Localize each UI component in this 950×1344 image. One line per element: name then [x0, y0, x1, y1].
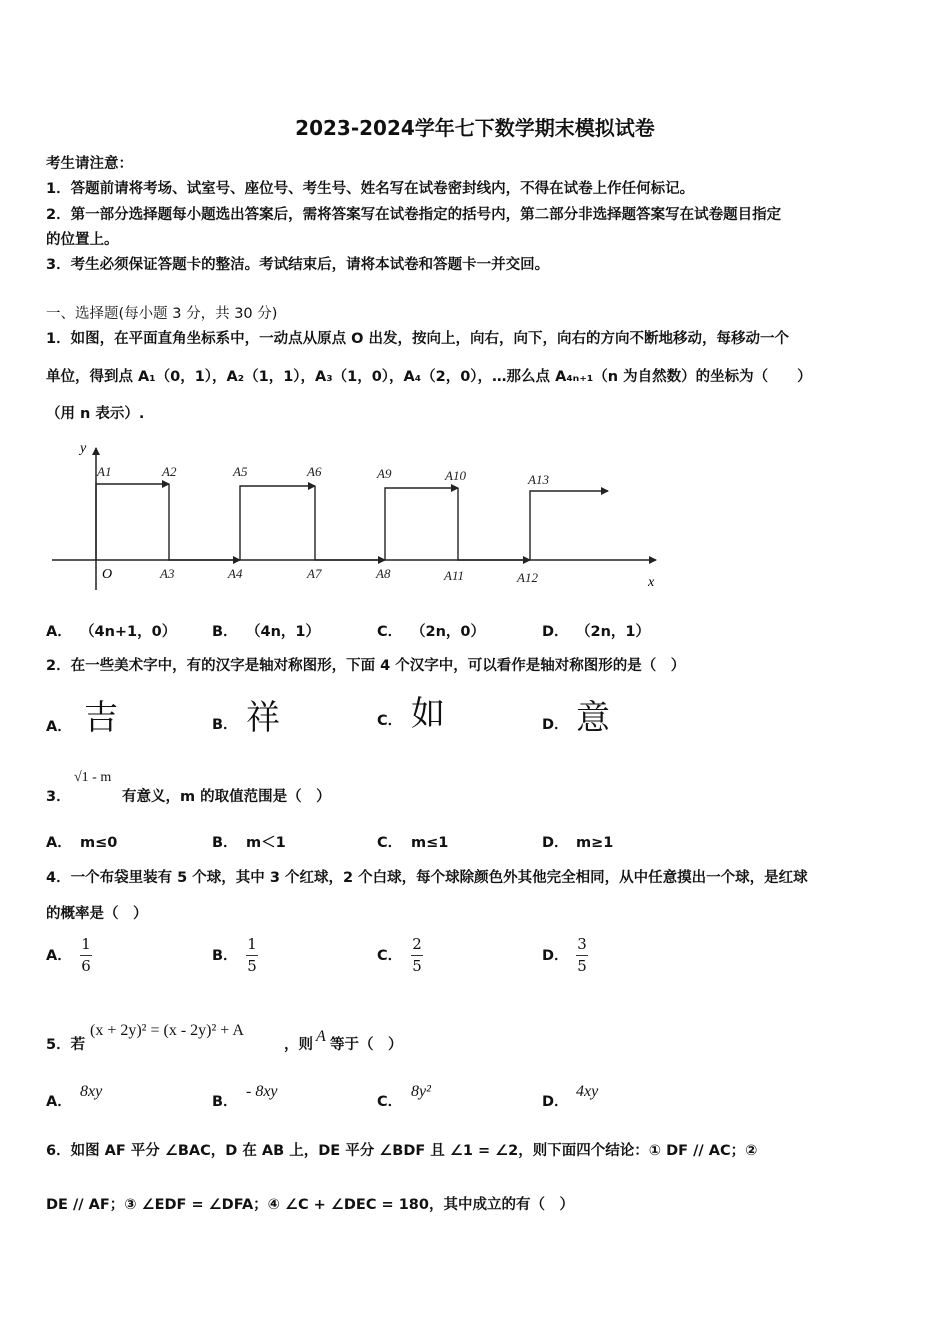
- q5-option-a[interactable]: A．8xy: [46, 1083, 103, 1110]
- q2-option-a[interactable]: A． 吉: [46, 698, 118, 738]
- path-segment-1: [96, 484, 169, 560]
- notice-item-3: 3．考生必须保证答题卡的整洁。考试结束后，请将本试卷和答题卡一并交回。: [46, 257, 550, 273]
- fraction: $\frac{3}{5}$: [577, 935, 587, 975]
- q1-line2: 单位，得到点 A₁（0，1），A₂（1，1），A₃（1，0），A₄（2，0），…那么点 A₄ₙ₊₁（n 为自然数）的坐标为（ ）: [46, 369, 812, 385]
- q5-suffix: 等于（ ）: [330, 1037, 403, 1053]
- q6-line2: DE // AF；③ ∠EDF = ∠DFA；④ ∠C + ∠DEC = 180，其中成立的有（ ）: [46, 1197, 574, 1213]
- q2-option-b[interactable]: B． 祥: [212, 698, 280, 738]
- label-a11: A11: [444, 568, 464, 583]
- q4-line2: 的概率是（ ）: [46, 906, 148, 922]
- label-a1: A1: [97, 464, 112, 479]
- label-a9: A9: [377, 466, 392, 481]
- label-a8: A8: [376, 566, 391, 581]
- q6-line1: 6．如图 AF 平分 ∠BAC，D 在 AB 上，DE 平分 ∠BDF 且 ∠1 = ∠2，则下面四个结论：① DF // AC；②: [46, 1143, 758, 1159]
- q3-option-d[interactable]: D． m≥1: [542, 835, 614, 851]
- fraction: $\frac{2}{5}$: [412, 935, 422, 975]
- q1-line1: 1．如图，在平面直角坐标系中，一动点从原点 O 出发，按向上，向右，向下，向右的方向不断地移动，每移动一个: [46, 331, 790, 347]
- notice-heading: 考生请注意：: [46, 156, 133, 172]
- q5-equation: (x + 2y)² = (x - 2y)² + A: [90, 1022, 244, 1039]
- label-a2: A2: [162, 464, 177, 479]
- notice-item-1: 1．答题前请将考场、试室号、座位号、考生号、姓名写在试卷密封线内，不得在试卷上作任何标记。: [46, 181, 695, 197]
- q4-option-d[interactable]: D． $\frac{3}{5}$: [542, 935, 587, 975]
- q2-option-c[interactable]: C． 如: [377, 694, 445, 734]
- q3-radical: √1 - m: [74, 770, 112, 785]
- q1-option-b[interactable]: B． （4n，1）: [212, 624, 321, 640]
- section-heading: 一、选择题(每小题 3 分，共 30 分): [46, 306, 278, 322]
- q1-option-c[interactable]: C． （2n，0）: [377, 624, 486, 640]
- label-origin: O: [102, 567, 113, 582]
- label-a12: A12: [517, 570, 538, 585]
- path-segment-7: [530, 491, 608, 560]
- q5-mid: ，则: [284, 1037, 313, 1053]
- fraction: $\frac{1}{5}$: [247, 935, 257, 975]
- path-segment-6: [458, 488, 530, 560]
- q3-option-c[interactable]: C． m≤1: [377, 835, 449, 851]
- label-a10: A10: [445, 468, 466, 483]
- label-a4: A4: [228, 566, 243, 581]
- q5-prefix: 5．若: [46, 1037, 86, 1053]
- label-a5: A5: [233, 464, 248, 479]
- q3-number: 3．: [46, 789, 71, 805]
- q1-coordinate-graph: [50, 432, 670, 594]
- q1-option-a[interactable]: A． （4n+1，0）: [46, 624, 177, 640]
- path-segment-5: [385, 488, 458, 560]
- label-a13: A13: [528, 472, 549, 487]
- q3-option-b[interactable]: B． m＜1: [212, 835, 286, 851]
- q5-option-d[interactable]: D．4xy: [542, 1083, 599, 1110]
- q1-option-d[interactable]: D． （2n，1）: [542, 624, 651, 640]
- label-axis-y: y: [80, 441, 87, 456]
- path-segment-4: [315, 486, 385, 560]
- q3-option-a[interactable]: A． m≤0: [46, 835, 118, 851]
- path-segment-2: [169, 484, 240, 560]
- q4-line1: 4．一个布袋里装有 5 个球，其中 3 个红球，2 个白球，每个球除颜色外其他完全相同，从中任意摸出一个球，是红球: [46, 870, 808, 886]
- q2-option-d[interactable]: D． 意: [542, 698, 610, 738]
- q4-option-c[interactable]: C． $\frac{2}{5}$: [377, 935, 422, 975]
- q5-option-c[interactable]: C．8y²: [377, 1083, 431, 1110]
- label-a7: A7: [307, 566, 322, 581]
- q2-text: 2．在一些美术字中，有的汉字是轴对称图形，下面 4 个汉字中，可以看作是轴对称图形的是（ ）: [46, 658, 686, 674]
- q4-option-b[interactable]: B． $\frac{1}{5}$: [212, 935, 257, 975]
- q4-option-a[interactable]: A． $\frac{1}{6}$: [46, 935, 91, 975]
- q1-line3: （用 n 表示）.: [46, 406, 145, 422]
- label-a6: A6: [307, 464, 322, 479]
- fraction: $\frac{1}{6}$: [81, 935, 91, 975]
- notice-item-2: 2．第一部分选择题每小题选出答案后，需将答案写在试卷指定的括号内，第二部分非选择题答案写在试卷题目指定: [46, 207, 782, 223]
- q5-var: A: [316, 1028, 326, 1045]
- notice-item-2-cont: 的位置上。: [46, 232, 119, 248]
- q3-text: 有意义，m 的取值范围是（ ）: [122, 789, 331, 805]
- label-a3: A3: [160, 566, 175, 581]
- path-segment-3: [240, 486, 315, 560]
- label-axis-x: x: [648, 575, 655, 590]
- q5-option-b[interactable]: B．- 8xy: [212, 1083, 278, 1110]
- page-title: 2023-2024学年七下数学期末模拟试卷: [295, 116, 655, 140]
